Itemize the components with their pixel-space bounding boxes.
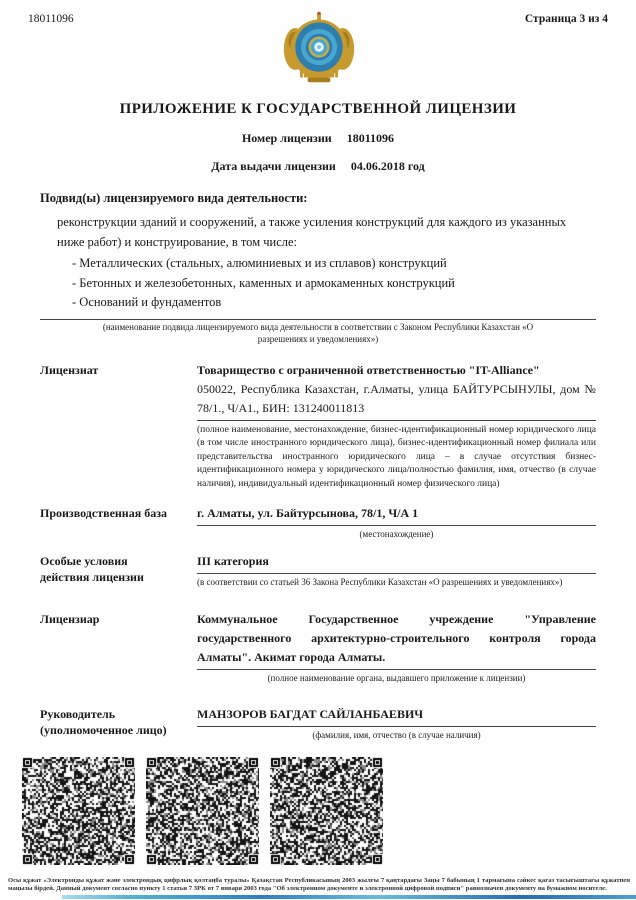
subtype-heading: Подвид(ы) лицензируемого вида деятельности: xyxy=(40,191,308,205)
licensee-label: Лицензиат xyxy=(40,362,99,377)
digital-signature-barcode xyxy=(270,757,383,865)
special-conditions-label: Особые условия действия лицензии xyxy=(40,554,144,584)
subtype-item: - Металлических (стальных, алюминиевых и из сплавов) конструкций xyxy=(72,254,596,273)
licensee-caption: (полное наименование, местонахождение, бизнес-идентификационный номер юридического лица (в том числе иностранного юридического лица), бизнес-идентификационный номер филиала или представительства иностранного юридического лица – в случае отсутствия бизнес-идентификационного номера у юридического лица/полностью фамилия, имя, отчество (в случае наличия), индивидуальный идентификационный номер физического лица) xyxy=(197,424,596,489)
head-value: МАНЗОРОВ БАГДАТ САЙЛАНБАЕВИЧ xyxy=(197,705,596,727)
license-number-value: 18011096 xyxy=(346,131,395,145)
digital-signature-barcode xyxy=(22,757,135,865)
production-base-caption: (местонахождение) xyxy=(359,529,434,539)
licensee-address: 050022, Республика Казахстан, г.Алматы, улица БАЙТУРСЫНУЛЫ, дом № 78/1., Ч/А1., БИН: 131240011813 xyxy=(197,380,596,421)
special-conditions-value: III категория xyxy=(197,552,596,574)
licensor-label: Лицензиар xyxy=(40,612,100,626)
license-date-value: 04.06.2018 год xyxy=(350,159,425,173)
head-label: Руководитель (уполномоченное лицо) xyxy=(40,707,167,737)
licensor-value: Коммунальное Государственное учреждение "Управление государственного архитектурно-строительного контроля города Алматы". Акимат города Алматы. xyxy=(197,610,596,670)
license-number-label: Номер лицензии xyxy=(241,131,332,145)
license-date-label: Дата выдачи лицензии xyxy=(211,159,336,173)
special-conditions-row xyxy=(40,552,596,588)
subtype-caption: (наименование подвида лицензируемого вида деятельности в соответствии с Законом Республики Казахстан «О разрешениях и уведомлениях») xyxy=(102,321,534,344)
licensor-caption: (полное наименование органа, выдавшего приложение к лицензии) xyxy=(267,673,526,683)
document-title: ПРИЛОЖЕНИЕ К ГОСУДАРСТВЕННОЙ ЛИЦЕНЗИИ xyxy=(119,101,517,117)
bottom-accent-bar xyxy=(62,895,636,899)
production-base-label: Производственная база xyxy=(40,506,168,520)
signature-barcodes xyxy=(22,757,383,865)
production-base-row xyxy=(40,504,596,540)
license-number-row xyxy=(0,131,636,146)
head-caption: (фамилия, имя, отчество (в случае наличия) xyxy=(312,730,481,740)
legal-note: Осы құжат «Электронды құжат және электрондық цифрлық қолтаңба туралы» Қазақстан Республикасының 2003 жылғы 7 қаңтардағы Заңы 7 бабының 1 тармағына сәйкес қағаз тасығыштағы құжатпен маңызы бірдей. Данный документ согласно пункту 1 статьи 7 ЗРК от 7 января 2003 года "Об электронном документе и электронной цифровой подписи" равнозначен документу на бумажном носителе. xyxy=(8,877,630,893)
subtype-intro: реконструкции зданий и сооружений, а также усиления конструкций для каждого из указанных ниже работ) и конструирование, в том числе: xyxy=(57,215,567,249)
digital-signature-barcode xyxy=(146,757,259,865)
page-indicator: Страница 3 из 4 xyxy=(524,13,608,25)
kazakhstan-emblem-icon xyxy=(281,9,357,92)
special-conditions-caption: (в соответствии со статьей 36 Закона Республики Казахстан «О разрешениях и уведомлениях») xyxy=(197,577,563,587)
licensee-name: Товарищество с ограниченной ответственностью "IT-Alliance" xyxy=(197,362,540,377)
document-number-header: 18011096 xyxy=(28,13,74,25)
licensor-row xyxy=(40,610,596,684)
divider xyxy=(40,319,596,320)
subtype-item: - Оснований и фундаментов xyxy=(72,293,596,312)
head-row xyxy=(40,705,596,741)
production-base-value: г. Алматы, ул. Байтурсынова, 78/1, Ч/А 1 xyxy=(197,504,596,526)
license-date-row xyxy=(0,159,636,174)
subtype-item: - Бетонных и железобетонных, каменных и армокаменных конструкций xyxy=(72,274,596,293)
subtype-list xyxy=(72,254,596,312)
licensee-row xyxy=(40,361,596,492)
